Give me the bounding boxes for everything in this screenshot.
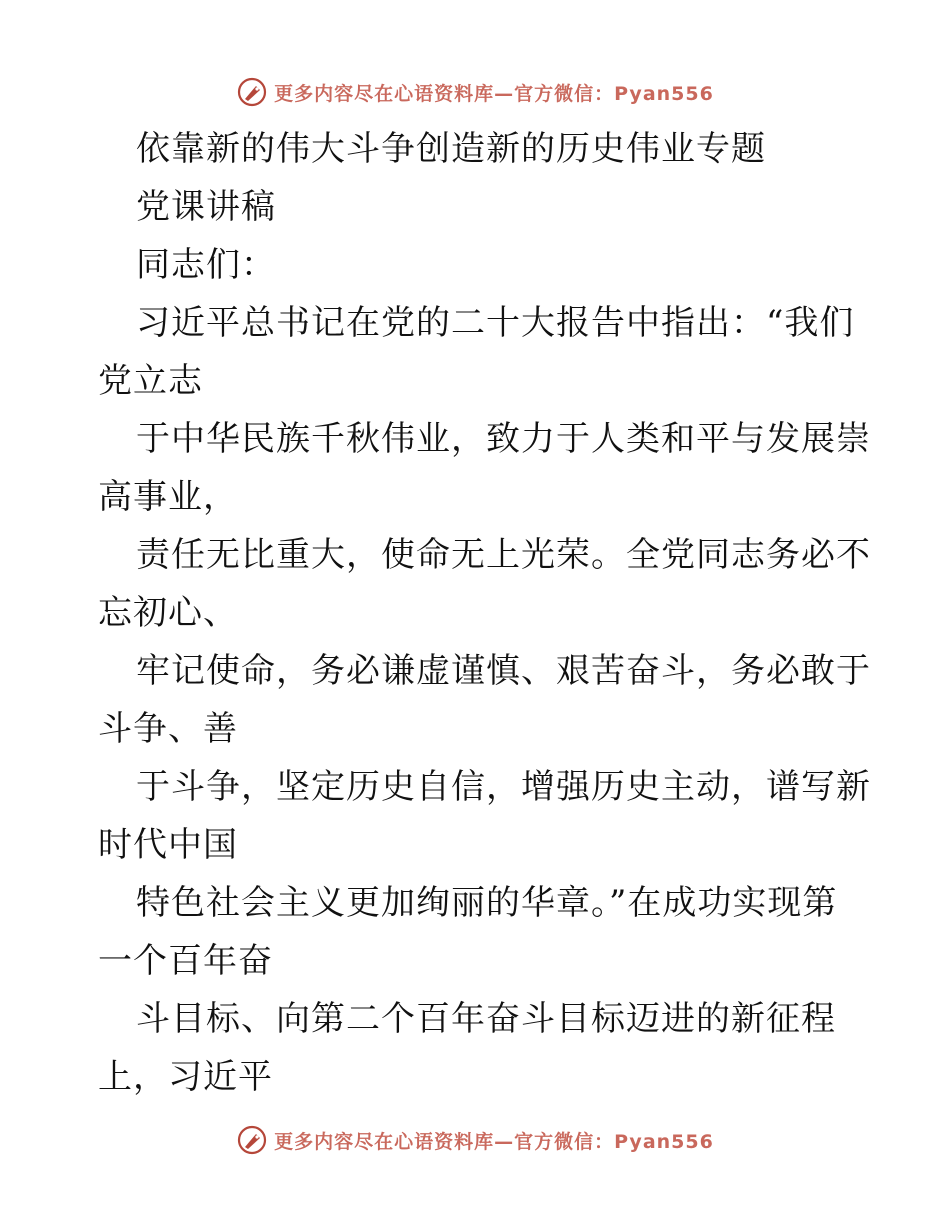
paragraph-line: 同志们： [136,245,276,285]
paragraph-line: 高事业， [98,477,238,517]
header-watermark-banner [0,72,950,112]
paragraph-line: 上，习近平 [98,1057,273,1097]
paragraph-line: 依靠新的伟大斗争创造新的历史伟业专题 [136,129,766,169]
header-banner-text: 更多内容尽在心语资料库—官方微信：Pyan556 [274,82,714,105]
paragraph-line: 斗目标、向第二个百年奋斗目标迈进的新征程 [136,999,836,1039]
paragraph-line: 党立志 [98,361,203,401]
paragraph-line: 责任无比重大，使命无上光荣。全党同志务必不 [136,535,871,575]
paragraph-line: 一个百年奋 [98,941,273,981]
paragraph-line: 习近平总书记在党的二十大报告中指出：“我们 [136,303,855,343]
pen-nib-logo-icon [236,76,268,108]
paragraph-line: 特色社会主义更加绚丽的华章。”在成功实现第 [136,883,838,923]
paragraph-line: 党课讲稿 [136,187,276,227]
paragraph-line: 于斗争，坚定历史自信，增强历史主动，谱写新 [136,767,871,807]
paragraph-line: 忘初心、 [98,593,238,633]
paragraph-line: 牢记使命，务必谦虚谨慎、艰苦奋斗，务必敢于 [136,651,871,691]
document-body [98,120,871,1106]
paragraph-line: 斗争、善 [98,709,238,749]
pen-nib-logo-icon [236,1124,268,1156]
footer-banner-text: 更多内容尽在心语资料库—官方微信：Pyan556 [274,1130,714,1153]
paragraph-line: 时代中国 [98,825,238,865]
paragraph-line: 于中华民族千秋伟业，致力于人类和平与发展崇 [136,419,871,459]
footer-watermark-banner [0,1120,950,1160]
